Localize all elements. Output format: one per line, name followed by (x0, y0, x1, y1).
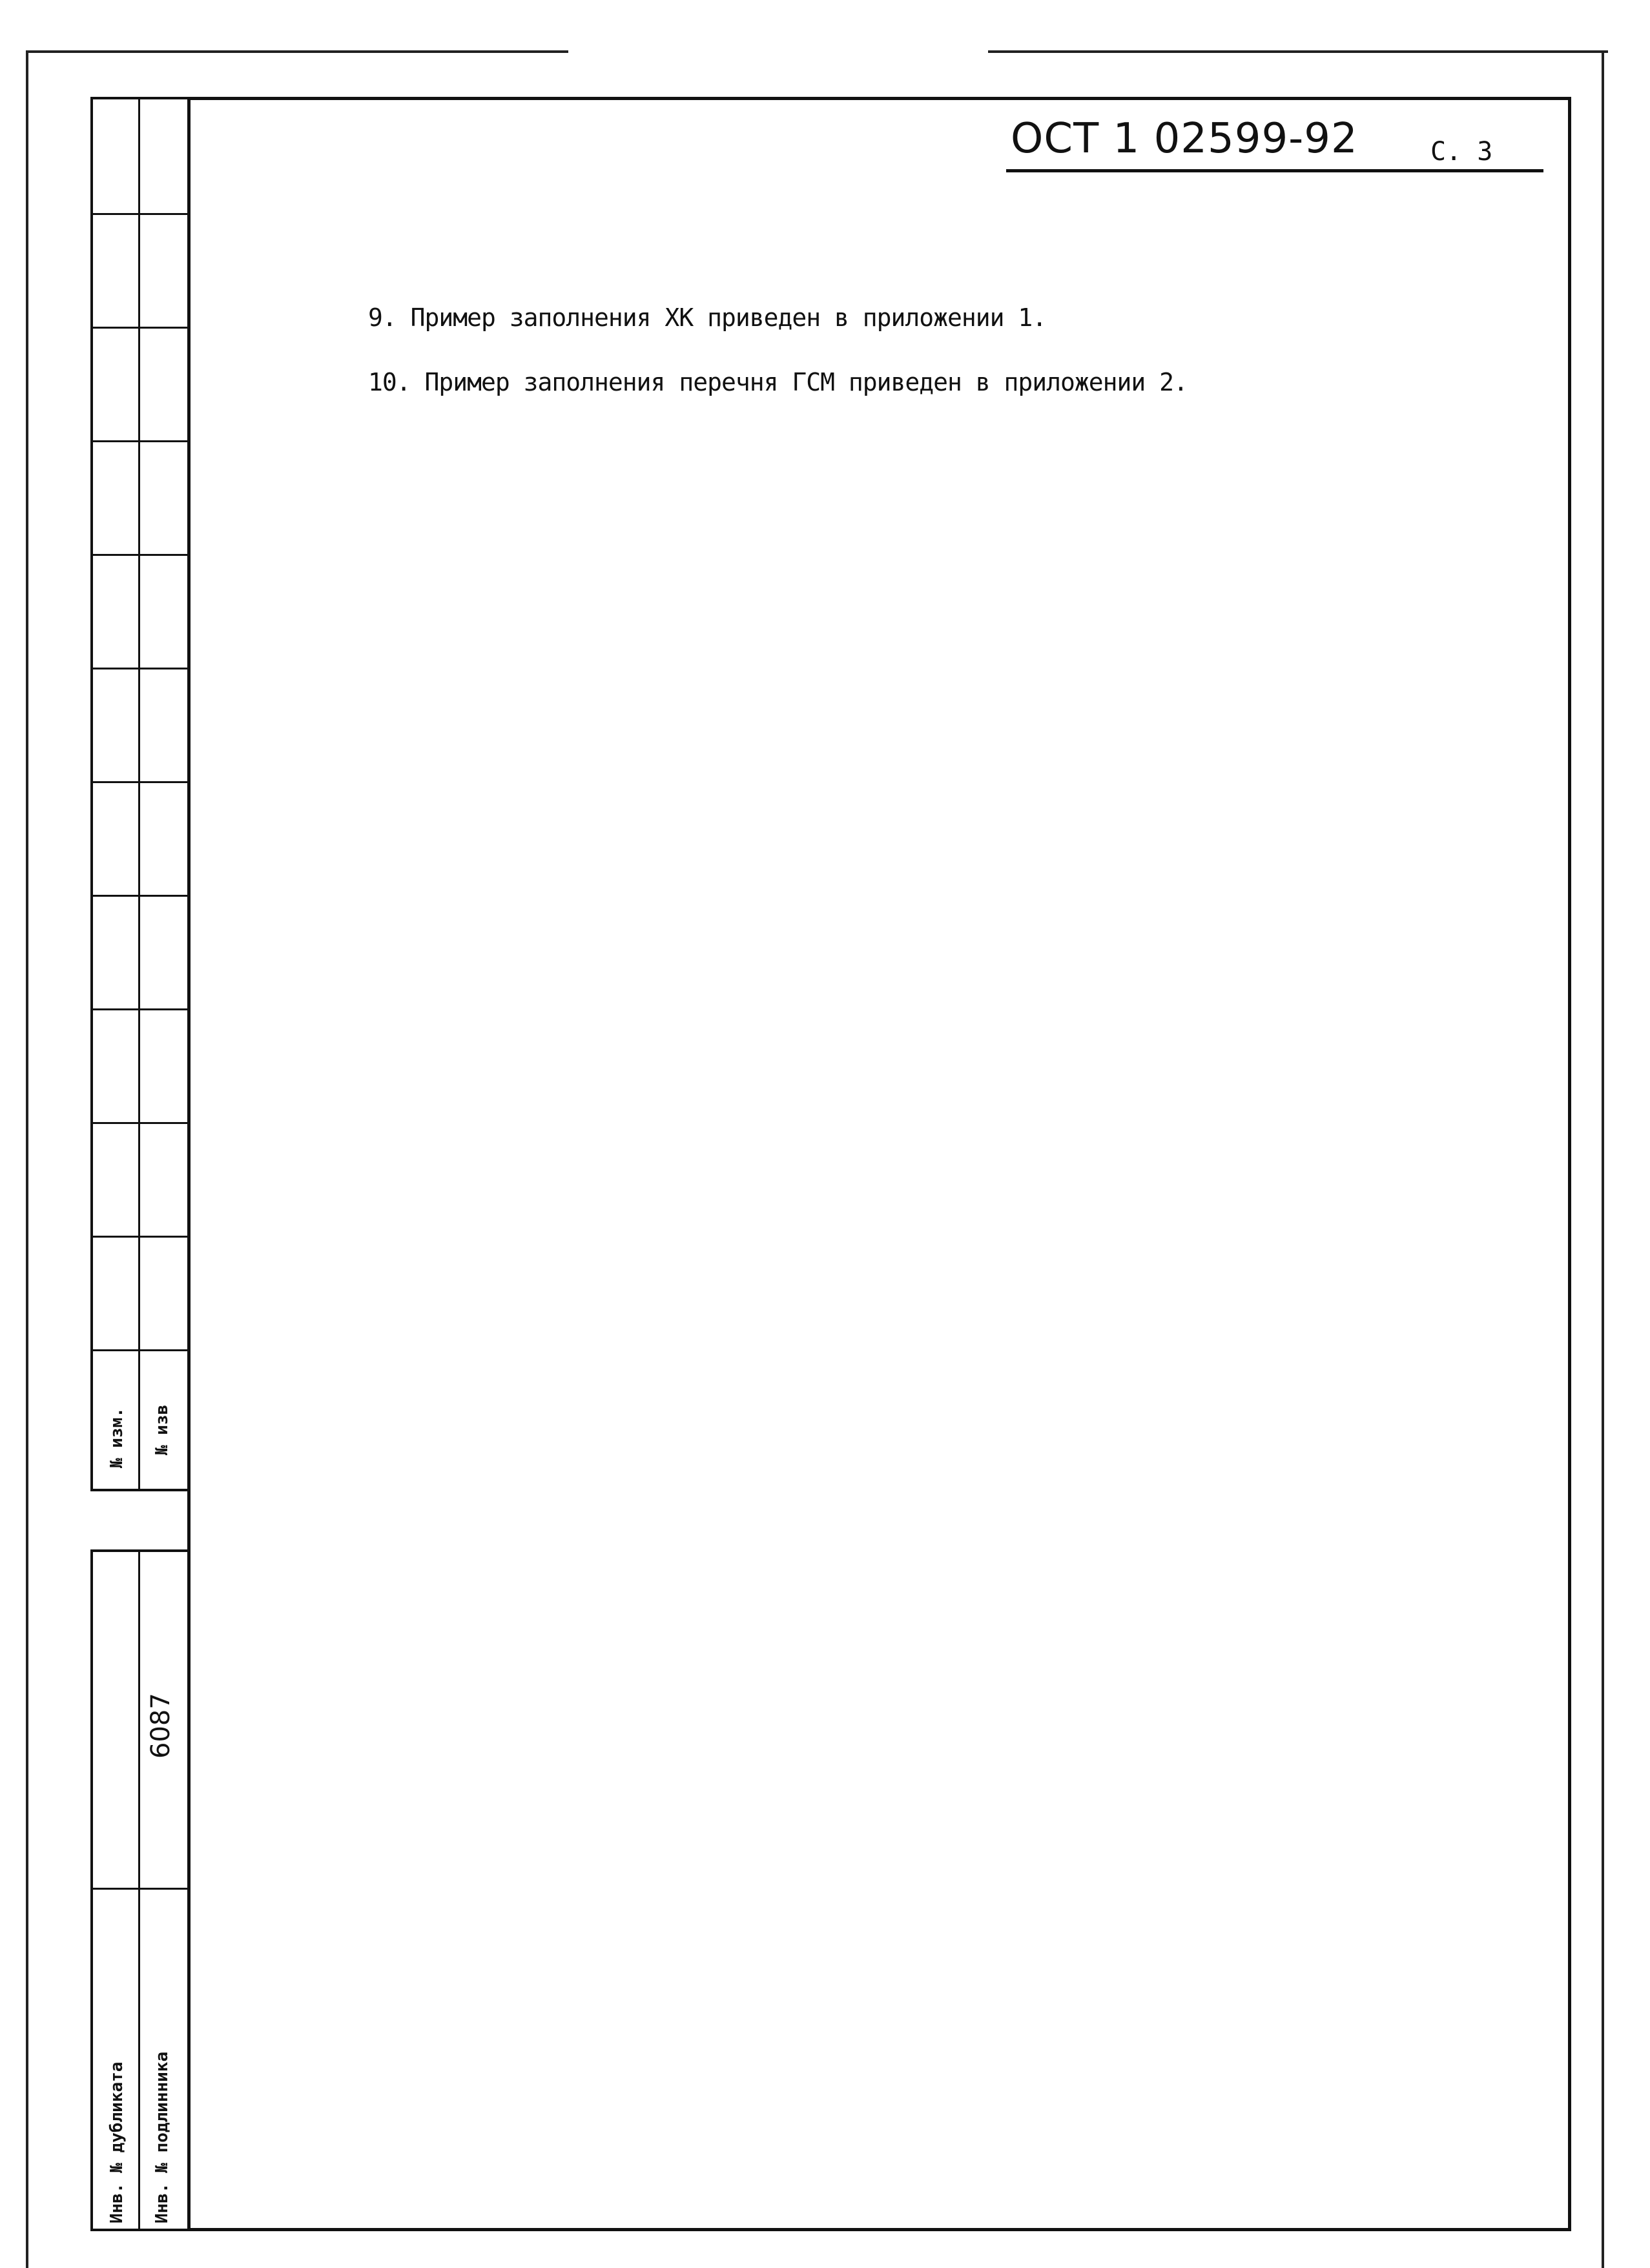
paragraph-9: 9. Пример заполнения ХК приведен в приложении 1. (368, 303, 1047, 332)
strip-column-divider (138, 99, 140, 1489)
sheet-edge-right (1602, 52, 1604, 2268)
strip-row-divider (93, 327, 187, 329)
original-inv-label: Инв. № подлинника (152, 2051, 172, 2223)
sheet-edge-left (26, 52, 28, 2268)
change-log-strip (90, 97, 187, 1491)
strip-row-divider (93, 440, 187, 442)
change-no-label: № изм. (107, 1407, 127, 1468)
inventory-strip (90, 1549, 187, 2231)
page-frame (187, 97, 1571, 2231)
strip-row-divider (93, 1349, 187, 1351)
strip-row-divider (93, 1888, 187, 1890)
strip-row-divider (93, 213, 187, 215)
page-number: С. 3 (1430, 137, 1493, 167)
paragraph-10: 10. Пример заполнения перечня ГСМ приведен в приложении 2. (368, 368, 1188, 396)
sheet-edge-top-left (26, 50, 568, 53)
notice-no-label: № изв (152, 1404, 172, 1455)
strip-row-divider (93, 1008, 187, 1010)
strip-row-divider (93, 1122, 187, 1124)
document-code: ОСТ 1 02599-92 (1011, 115, 1358, 163)
header-underline (1006, 169, 1543, 172)
strip-column-divider (138, 1552, 140, 2229)
strip-row-divider (93, 668, 187, 669)
strip-row-divider (93, 895, 187, 897)
duplicate-inv-label: Инв. № дубликата (107, 2061, 127, 2223)
strip-row-divider (93, 1236, 187, 1238)
strip-row-divider (93, 554, 187, 556)
original-inv-value: 6087 (146, 1693, 176, 1759)
strip-row-divider (93, 781, 187, 783)
sheet-edge-top-right (988, 50, 1608, 53)
